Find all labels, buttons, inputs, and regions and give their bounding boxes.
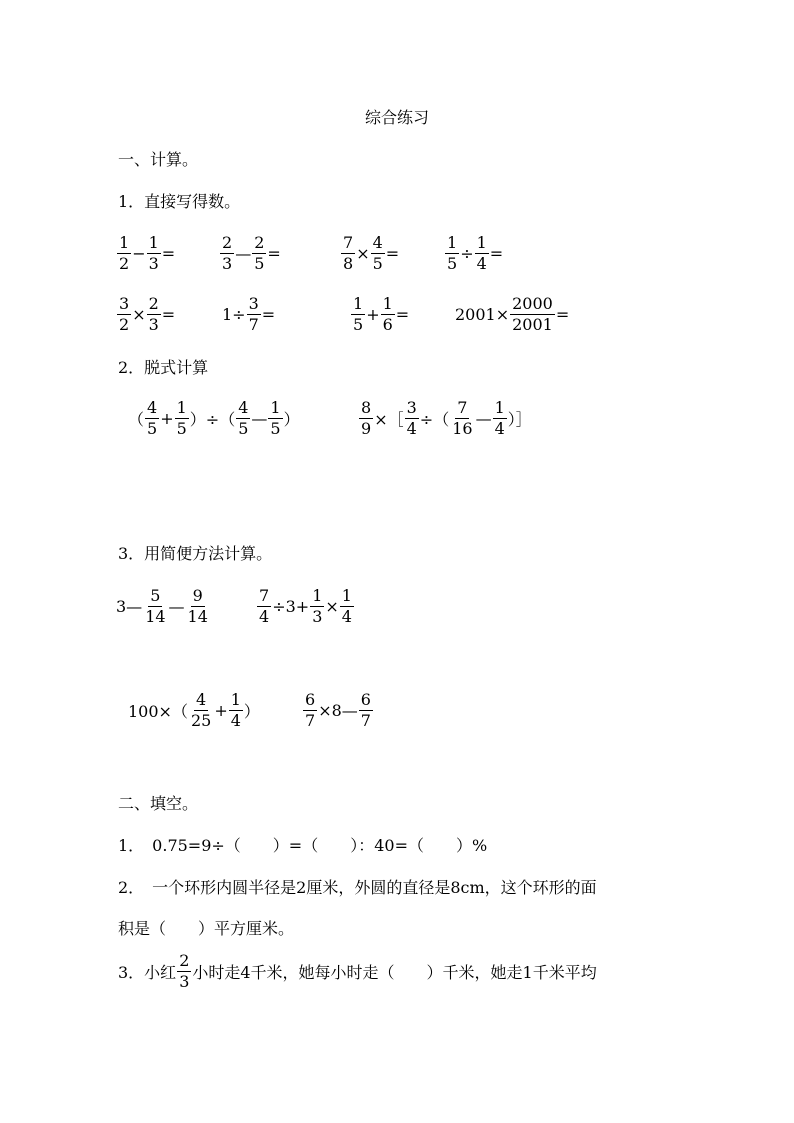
fraction: $\frac{1}{2}$ bbox=[119, 232, 130, 273]
fraction: $\frac{1}{5}$ bbox=[353, 293, 364, 334]
fraction: $\frac{2}{5}$ bbox=[254, 232, 265, 273]
q1-expr-2-2: 1÷ $\frac{3}{7}$ = bbox=[222, 293, 276, 334]
fraction: $\frac{1}{4}$ bbox=[230, 689, 241, 730]
fraction: $\frac{1}{3}$ bbox=[312, 585, 323, 626]
fraction: $\frac{1}{5}$ bbox=[176, 397, 187, 438]
q2-label: 2．脱式计算 bbox=[118, 358, 209, 377]
q1-expr-2-4: 2001× $\frac{2000}{2001}$ = bbox=[455, 293, 570, 334]
fraction: $\frac{3}{4}$ bbox=[406, 397, 417, 438]
fraction: $\frac{9}{14}$ bbox=[187, 585, 208, 626]
fraction: $\frac{7}{4}$ bbox=[259, 585, 270, 626]
fraction: $\frac{1}{5}$ bbox=[447, 232, 458, 273]
page-title: 综合练习 bbox=[364, 108, 429, 127]
section1-heading: 一、计算。 bbox=[118, 150, 199, 169]
section2-heading: 二、填空。 bbox=[118, 794, 199, 813]
fraction: $\frac{2000}{2001}$ bbox=[512, 293, 553, 334]
q3-label: 3．用简便方法计算。 bbox=[118, 544, 273, 563]
fraction: $\frac{7}{16}$ bbox=[452, 397, 473, 438]
fraction: $\frac{1}{4}$ bbox=[341, 585, 352, 626]
fraction: $\frac{1}{4}$ bbox=[476, 232, 487, 273]
fraction: $\frac{4}{25}$ bbox=[190, 689, 212, 730]
q1-label: 1．直接写得数。 bbox=[118, 192, 241, 211]
fraction: $\frac{3}{2}$ bbox=[119, 293, 130, 334]
fill-q2-line1: 2． 一个环形内圆半径是2厘米，外圆的直径是8cm，这个环形的面 bbox=[118, 878, 597, 897]
q3-expr-2: $\frac{7}{4}$ ÷3+ $\frac{1}{3}$ × $\frac{1}{4}$ bbox=[259, 585, 352, 626]
q3-expr-3: 100×（ $\frac{4}{25}$ + $\frac{1}{4}$ ） bbox=[128, 689, 260, 730]
q2-expr-1: （ $\frac{4}{5}$ + $\frac{1}{5}$ ）÷（ $\frac{4}{5}$ — $\frac{1}{5}$ ） bbox=[128, 397, 300, 438]
fraction: $\frac{2}{3}$ bbox=[148, 293, 159, 334]
fill-q1: 1． 0.75=9÷（ ）=（ ）：40=（ ）% bbox=[118, 836, 488, 855]
fraction: $\frac{3}{7}$ bbox=[248, 293, 259, 334]
q3-expr-1: 3— $\frac{5}{14}$ — $\frac{9}{14}$ bbox=[116, 585, 208, 626]
fraction: $\frac{4}{5}$ bbox=[372, 232, 383, 273]
fill-q3: 3．小红 $\frac{2}{3}$ 小时走4千米，她每小时走（ ）千米，她走1千米平均 bbox=[118, 950, 597, 991]
fraction: $\frac{2}{3}$ bbox=[222, 232, 233, 273]
fraction: $\frac{1}{6}$ bbox=[382, 293, 393, 334]
q2-expr-2: $\frac{8}{9}$ ×［ $\frac{3}{4}$ ÷（ $\frac{7}{16}$ — $\frac{1}{4}$ ）］ bbox=[361, 397, 532, 438]
fraction: $\frac{5}{14}$ bbox=[145, 585, 166, 626]
fraction: $\frac{1}{4}$ bbox=[494, 397, 505, 438]
q1-expr-2-3: $\frac{1}{5}$ + $\frac{1}{6}$ = bbox=[353, 293, 410, 334]
q1-expr-1-3: $\frac{7}{8}$ × $\frac{4}{5}$ = bbox=[343, 232, 400, 273]
fraction: $\frac{4}{5}$ bbox=[238, 397, 249, 438]
fraction: $\frac{4}{5}$ bbox=[147, 397, 158, 438]
fraction: $\frac{1}{3}$ bbox=[148, 232, 159, 273]
fraction: $\frac{6}{7}$ bbox=[305, 689, 316, 730]
fill-q2-line2: 积是（ ）平方厘米。 bbox=[118, 919, 295, 938]
fraction: $\frac{8}{9}$ bbox=[361, 397, 372, 438]
fraction: $\frac{7}{8}$ bbox=[343, 232, 354, 273]
q1-expr-2-1: $\frac{3}{2}$ × $\frac{2}{3}$ = bbox=[119, 293, 176, 334]
fraction: $\frac{2}{3}$ bbox=[179, 950, 190, 991]
q3-expr-4: $\frac{6}{7}$ ×8— $\frac{6}{7}$ bbox=[305, 689, 371, 730]
fraction: $\frac{1}{5}$ bbox=[270, 397, 281, 438]
q1-expr-1-1: $\frac{1}{2}$ − $\frac{1}{3}$ = bbox=[119, 232, 176, 273]
fraction: $\frac{6}{7}$ bbox=[360, 689, 371, 730]
q1-expr-1-2: $\frac{2}{3}$ — $\frac{2}{5}$ = bbox=[222, 232, 281, 273]
q1-expr-1-4: $\frac{1}{5}$ ÷ $\frac{1}{4}$ = bbox=[447, 232, 504, 273]
